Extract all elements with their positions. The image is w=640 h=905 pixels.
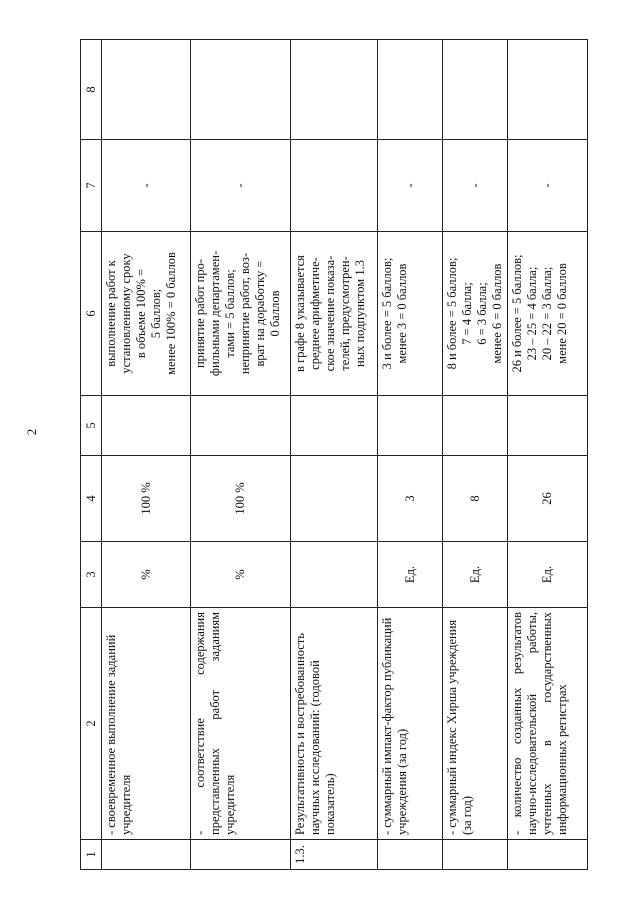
criteria-line: принятие работ про- <box>193 258 207 369</box>
header-row <box>81 40 102 870</box>
indicator-name: - суммарный индекс Хирша учреждения (за год) <box>443 608 508 840</box>
table-row <box>443 40 508 870</box>
col7-cell: - <box>443 140 508 232</box>
col5-cell <box>508 396 588 456</box>
header-cell: 4 <box>81 456 102 542</box>
indicator-name: - количество созданных результатов научно-исследовательской работы, учтенных в государственных информационных регистрах <box>508 608 588 840</box>
criteria-line: 3 и более = 5 баллов; <box>380 257 394 370</box>
unit-cell: Ед. <box>443 542 508 608</box>
row-number <box>443 840 508 870</box>
rotated-page <box>80 40 569 870</box>
criteria-line: установленному сроку <box>119 253 133 374</box>
indicator-name: Результативность и востребованность научных исследований: (годовой показатель) <box>291 608 378 840</box>
criteria-line: непринятие работ, воз- <box>238 252 252 375</box>
header-cell: 2 <box>81 608 102 840</box>
col7-cell <box>291 140 378 232</box>
col7-cell: - <box>191 140 291 232</box>
criteria-cell <box>102 232 191 396</box>
criteria-line: 23 – 25 = 4 балла; <box>525 266 539 361</box>
value-cell <box>291 456 378 542</box>
col5-cell <box>191 396 291 456</box>
criteria-line: ных подпунктом 1.3 <box>353 260 367 367</box>
criteria-line: 26 и более = 5 баллов; <box>510 254 524 373</box>
value-cell: 8 <box>443 456 508 542</box>
col8-cell <box>378 40 443 140</box>
table-row <box>508 40 588 870</box>
criteria-line: 0 баллов <box>268 290 282 337</box>
col8-cell <box>191 40 291 140</box>
table-row <box>291 40 378 870</box>
col8-cell <box>443 40 508 140</box>
page-number: 2 <box>24 428 39 436</box>
unit-cell: Ед. <box>378 542 443 608</box>
header-cell: 7 <box>81 140 102 232</box>
table-row <box>102 40 191 870</box>
indicator-name: - своевременное выполнение заданий учредителя <box>102 608 191 840</box>
criteria-line: врат на доработку = <box>253 260 267 367</box>
criteria-cell <box>291 232 378 396</box>
criteria-line: менее 6 = 0 баллов <box>490 263 504 364</box>
col7-cell: - <box>102 140 191 232</box>
unit-cell: % <box>102 542 191 608</box>
criteria-line: телей, предусмотрен- <box>338 256 352 371</box>
indicators-table <box>80 39 588 870</box>
criteria-cell <box>378 232 443 396</box>
col5-cell <box>102 396 191 456</box>
criteria-line: 5 баллов; <box>149 288 163 339</box>
unit-cell: Ед. <box>508 542 588 608</box>
criteria-line: фильными департамен- <box>208 250 222 377</box>
criteria-line: 7 = 4 балла; <box>460 282 474 345</box>
col5-cell <box>443 396 508 456</box>
header-cell: 8 <box>81 40 102 140</box>
criteria-line: ское значение показа- <box>323 255 337 372</box>
criteria-line: мене 20 = 0 баллов <box>555 263 569 364</box>
header-cell: 3 <box>81 542 102 608</box>
criteria-line: менее 3 = 0 баллов <box>395 263 409 364</box>
criteria-line: в графе 8 указывается <box>293 255 307 372</box>
row-number <box>102 840 191 870</box>
row-number: 1.3. <box>291 840 378 870</box>
criteria-line: менее 100% = 0 баллов <box>164 252 178 375</box>
col7-cell: - <box>508 140 588 232</box>
col5-cell <box>291 396 378 456</box>
col8-cell <box>102 40 191 140</box>
criteria-cell <box>443 232 508 396</box>
col5-cell <box>378 396 443 456</box>
col7-cell: - <box>378 140 443 232</box>
value-cell: 3 <box>378 456 443 542</box>
value-cell: 100 % <box>191 456 291 542</box>
header-cell: 6 <box>81 232 102 396</box>
criteria-line: тами = 5 баллов; <box>223 269 237 358</box>
row-number <box>191 840 291 870</box>
criteria-line: 8 и более = 5 баллов; <box>445 257 459 370</box>
unit-cell: % <box>191 542 291 608</box>
table-row <box>191 40 291 870</box>
indicator-name: - соответствие содержания представленных работ заданиям учредителя <box>191 608 291 840</box>
header-cell: 1 <box>81 840 102 870</box>
criteria-cell <box>508 232 588 396</box>
row-number <box>378 840 443 870</box>
value-cell: 26 <box>508 456 588 542</box>
header-cell: 5 <box>81 396 102 456</box>
row-number <box>508 840 588 870</box>
indicator-name: - суммарный импакт-фактор публикаций учреждения (за год) <box>378 608 443 840</box>
criteria-line: в объеме 100% = <box>134 268 148 359</box>
criteria-line: 6 = 3 балла; <box>475 282 489 345</box>
value-cell: 100 % <box>102 456 191 542</box>
criteria-cell <box>191 232 291 396</box>
col8-cell <box>291 40 378 140</box>
table-row <box>378 40 443 870</box>
criteria-line: выполнение работ к <box>104 260 118 367</box>
col8-cell <box>508 40 588 140</box>
unit-cell <box>291 542 378 608</box>
criteria-line: 20 – 22 = 3 балла; <box>540 266 554 361</box>
criteria-line: среднее арифметиче- <box>308 257 322 370</box>
